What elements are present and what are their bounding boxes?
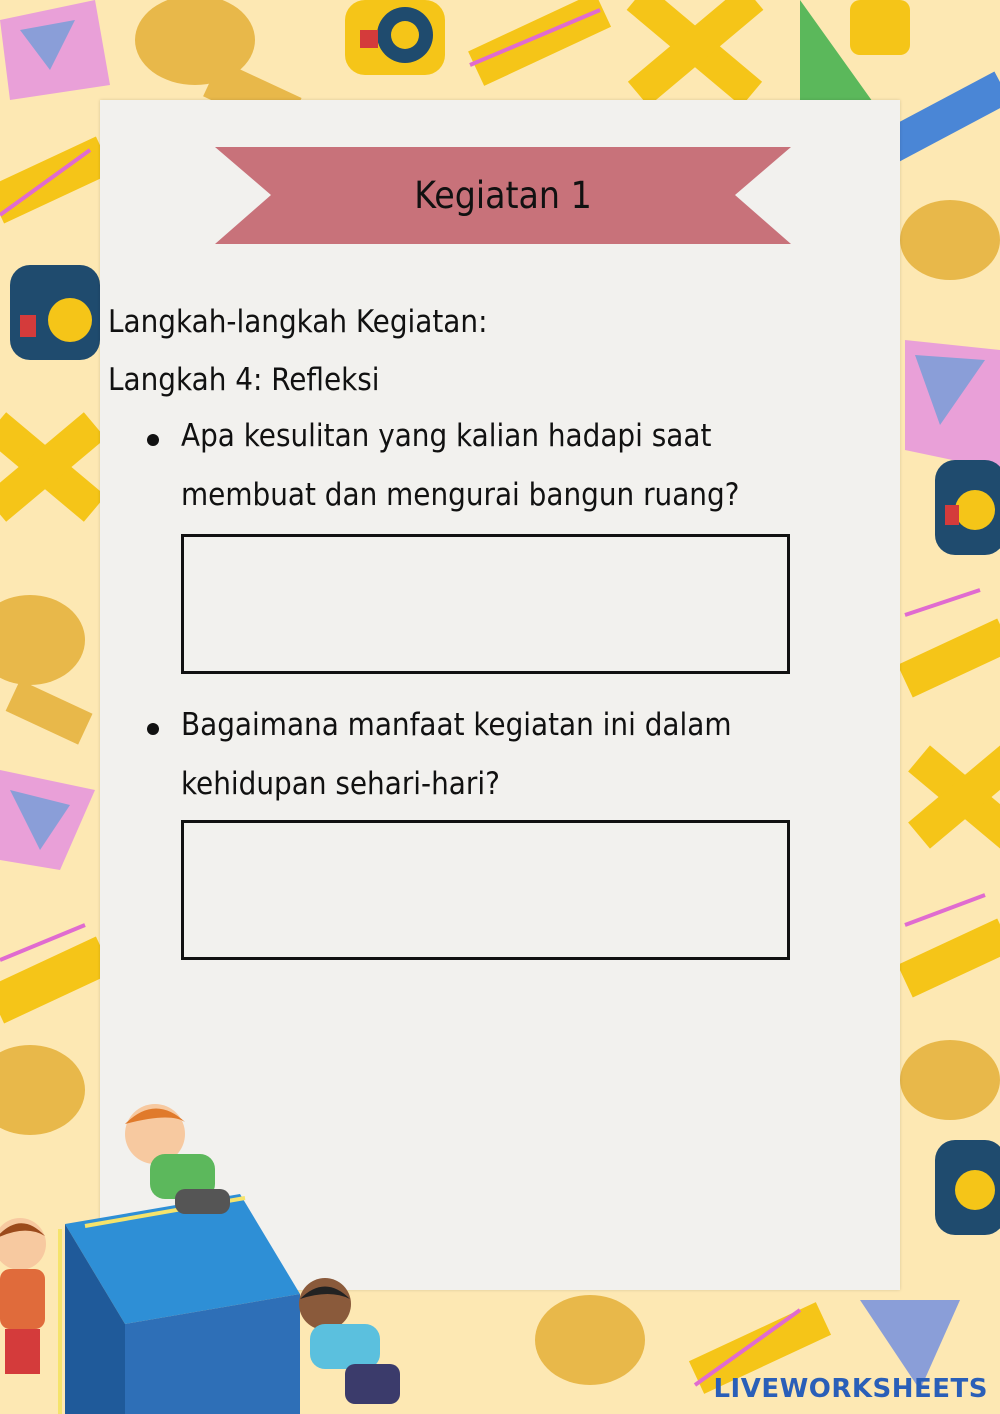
answer-box-1[interactable] <box>181 534 790 674</box>
question-1-line-2: membuat dan mengurai bangun ruang? <box>181 477 740 513</box>
set-square-icon <box>0 770 95 870</box>
bullet-dot <box>147 723 159 735</box>
tape-measure-icon <box>345 0 445 75</box>
question-2-line-1: Bagaimana manfaat kegiatan ini dalam <box>181 707 732 743</box>
tape-measure-icon <box>935 460 1000 555</box>
bullet-dot <box>147 434 159 446</box>
answer-box-2[interactable] <box>181 820 790 960</box>
question-1-line-1: Apa kesulitan yang kalian hadapi saat <box>181 418 712 454</box>
cube-illustration <box>0 1094 420 1414</box>
ruler-icon <box>627 0 764 106</box>
tape-measure-icon <box>935 1140 1000 1235</box>
question-2-line-2: kehidupan sehari-hari? <box>181 766 500 802</box>
tape-measure-icon <box>535 1295 645 1385</box>
ruler-icon <box>0 137 113 224</box>
ruler-icon <box>898 590 1000 698</box>
ruler-icon <box>0 412 106 522</box>
ruler-icon <box>0 925 113 1023</box>
set-square-icon <box>905 340 1000 470</box>
tape-measure-icon <box>10 265 100 360</box>
tape-measure-icon <box>0 595 93 745</box>
ruler-icon <box>468 0 611 86</box>
watermark-logo: LIVEWORKSHEETS <box>713 1374 988 1404</box>
set-square-icon <box>0 0 110 100</box>
ruler-icon <box>898 895 1000 998</box>
ruler-icon <box>908 745 1000 848</box>
step-label: Langkah 4: Refleksi <box>108 362 380 398</box>
tape-measure-icon <box>900 200 1000 280</box>
page-title: Kegiatan 1 <box>414 174 592 217</box>
steps-heading: Langkah-langkah Kegiatan: <box>108 304 488 340</box>
tape-measure-icon <box>900 1040 1000 1120</box>
